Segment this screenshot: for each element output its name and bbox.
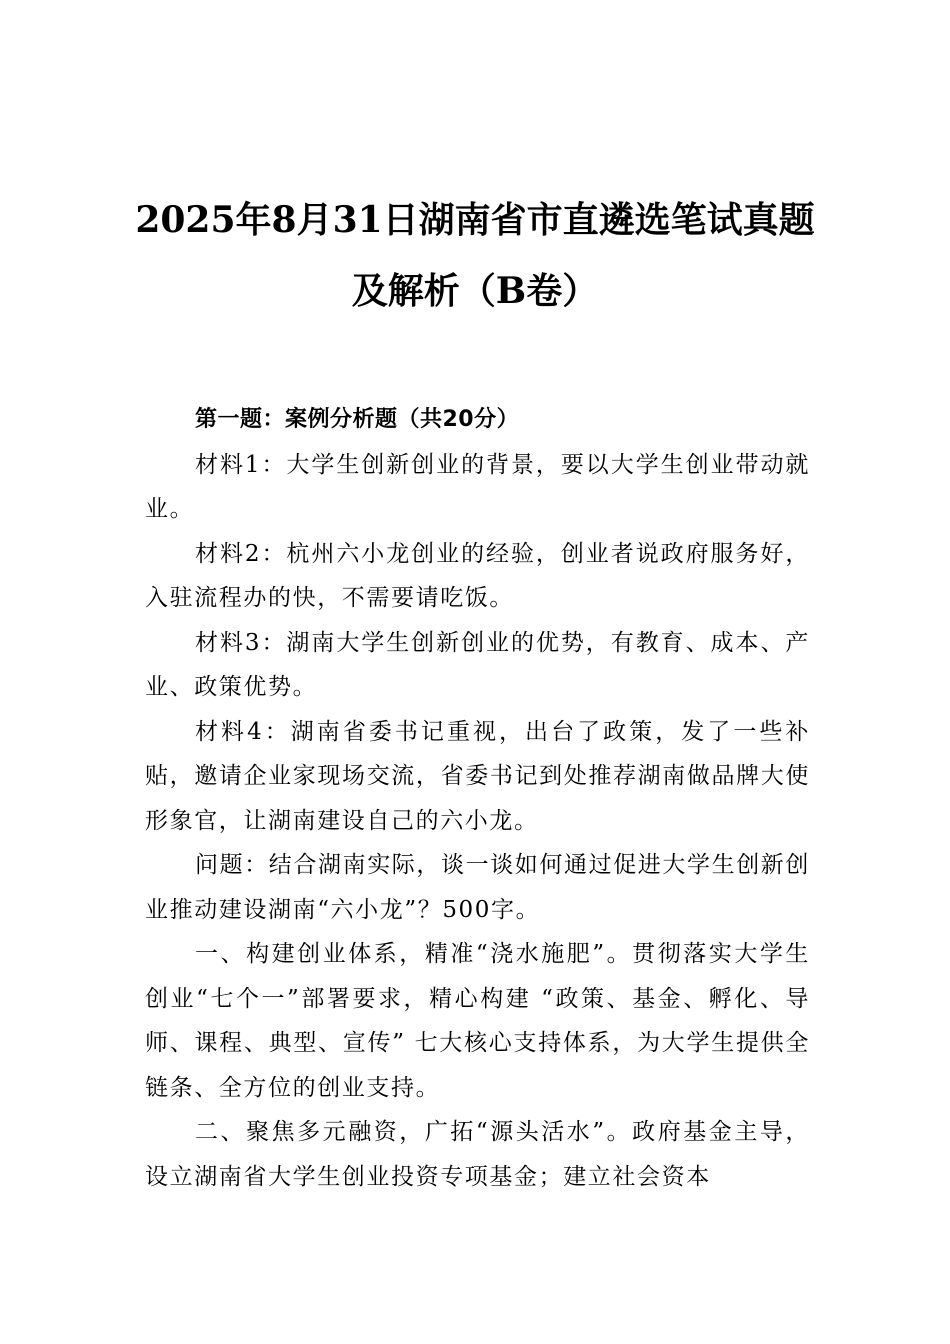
material-3-paragraph: 材料3：湖南大学生创新创业的优势，有教育、成本、产业、政策优势。	[145, 629, 810, 700]
material-1-paragraph: 材料1：大学生创新创业的背景，要以大学生创业带动就业。	[145, 451, 810, 522]
answer-point-1-paragraph: 一、构建创业体系，精准“浇水施肥”。贯彻落实大学生创业“七个一”部署要求，精心构建 “政策、基金、孵化、导师、课程、典型、宣传” 七大核心支持体系，为大学生提供全链条、全方位的创业支持。	[145, 941, 810, 1101]
material-2-paragraph: 材料2：杭州六小龙创业的经验，创业者说政府服务好，入驻流程办的快，不需要请吃饭。	[145, 540, 810, 611]
question-paragraph: 问题：结合湖南实际，谈一谈如何通过促进大学生创新创业推动建设湖南“六小龙”？500字。	[145, 852, 810, 923]
document-body	[145, 398, 810, 1199]
answer-point-2-paragraph: 二、聚焦多元融资，广拓“源头活水”。政府基金主导，设立湖南省大学生创业投资专项基金；建立社会资本	[145, 1119, 810, 1190]
document-title-line-2: 及解析（B卷）	[351, 270, 599, 312]
section-heading: 第一题：案例分析题（共20分）	[195, 407, 520, 432]
document-title-line-1: 2025年8月31日湖南省市直遴选笔试真题	[135, 199, 815, 241]
material-4-paragraph: 材料4：湖南省委书记重视，出台了政策，发了一些补贴，邀请企业家现场交流，省委书记到处推荐湖南做品牌大使形象官，让湖南建设自己的六小龙。	[145, 718, 810, 834]
